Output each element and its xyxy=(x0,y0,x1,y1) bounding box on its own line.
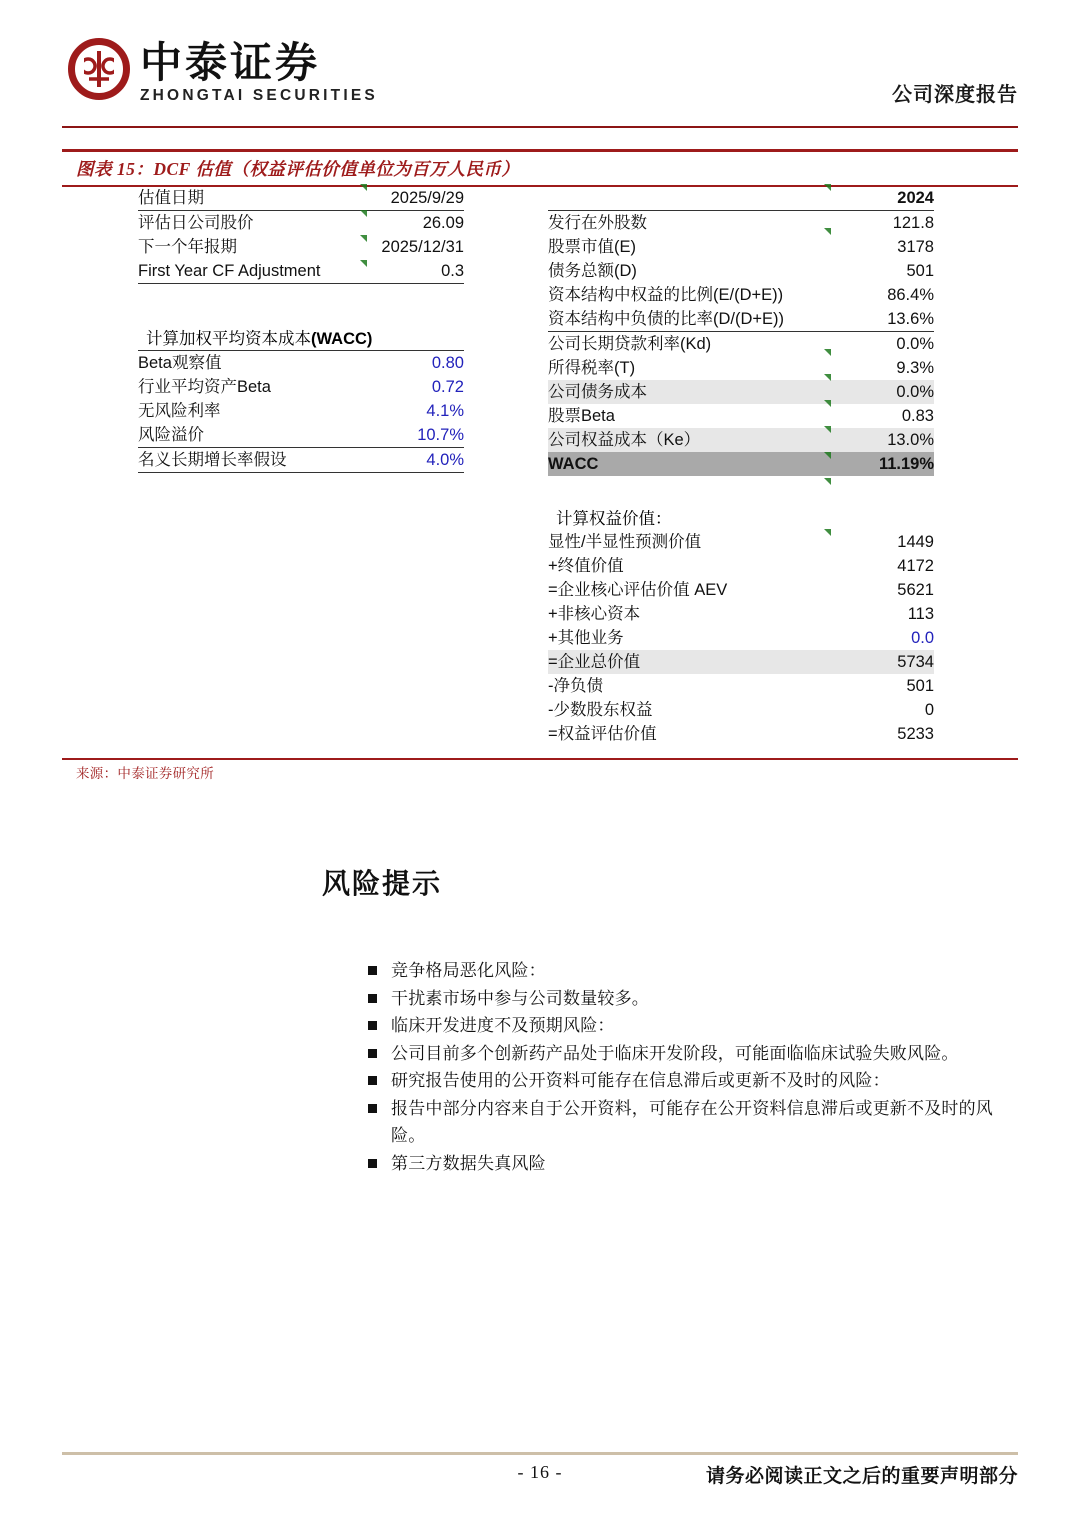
wacc-heading xyxy=(138,328,464,350)
company-logo xyxy=(68,38,378,105)
footer-disclaimer: 请务必阅读正文之后的重要声明部分 xyxy=(705,1466,1018,1487)
year-header: 2024 xyxy=(861,186,934,211)
row-value: 0.0 xyxy=(911,629,934,647)
list-item xyxy=(368,957,1018,985)
list-item xyxy=(368,1067,1018,1095)
row-value: 3178 xyxy=(897,238,934,256)
row-label: +非核心资本 xyxy=(548,605,641,623)
table-row xyxy=(138,259,464,284)
list-item-text: 研究报告使用的公开资料可能存在信息滞后或更新不及时的风险： xyxy=(391,1071,890,1090)
list-item xyxy=(368,1150,1018,1178)
table-row xyxy=(548,428,934,452)
row-label: 发行在外股数 xyxy=(548,214,647,232)
list-item-text: 公司目前多个创新药产品处于临床开发阶段，可能面临临床试验失败风险。 xyxy=(391,1043,959,1063)
row-label: 名义长期增长率假设 xyxy=(138,448,386,473)
wacc-heading-abbr: (WACC) xyxy=(311,330,373,348)
table-row xyxy=(138,186,464,211)
row-label: Beta观察值 xyxy=(138,351,386,376)
row-label: WACC xyxy=(548,452,861,476)
footer-divider xyxy=(62,1452,1018,1455)
table-header-row xyxy=(548,186,934,211)
row-label: 评估日公司股价 xyxy=(138,214,254,232)
row-label: 下一个年报期 xyxy=(138,238,237,256)
row-label: 行业平均资产Beta xyxy=(138,378,271,396)
row-label: +终值价值 xyxy=(548,557,624,575)
table-row xyxy=(548,332,934,357)
table-row-wacc xyxy=(548,452,934,476)
page-header xyxy=(0,0,1080,130)
row-value: 13.0% xyxy=(861,428,934,452)
cell-comment-icon xyxy=(824,478,831,485)
row-value: 5734 xyxy=(868,650,934,674)
wacc-heading-text: 计算加权平均资本成本 xyxy=(146,330,311,348)
table-row xyxy=(138,351,464,376)
row-label: First Year CF Adjustment xyxy=(138,259,362,284)
row-label: 资本结构中负债的比率(D/(D+E)) xyxy=(548,307,861,332)
table-row xyxy=(548,211,934,236)
row-label: 债务总额(D) xyxy=(548,262,637,280)
logo-glyph-icon xyxy=(84,49,114,89)
row-label: +其他业务 xyxy=(548,629,624,647)
row-value: 113 xyxy=(907,605,934,623)
row-label: 股票Beta xyxy=(548,407,615,425)
table-row xyxy=(548,307,934,332)
table-row xyxy=(138,211,464,236)
table-row xyxy=(548,674,934,698)
row-value: 5233 xyxy=(897,725,934,743)
table-row xyxy=(548,602,934,626)
row-value: 0.83 xyxy=(901,407,934,425)
row-label: 公司长期贷款利率(Kd) xyxy=(548,335,712,353)
row-label: -少数股东权益 xyxy=(548,701,653,719)
row-value: 5621 xyxy=(897,581,934,599)
list-item-text: 报告中部分内容来自于公开资料，可能存在公开资料信息滞后或更新不及时的风险。 xyxy=(391,1098,993,1145)
table-row xyxy=(138,235,464,259)
page-number: - 16 - xyxy=(517,1462,563,1482)
table-row xyxy=(548,698,934,722)
logo-english-name: ZHONGTAI SECURITIES xyxy=(140,87,378,104)
table-row xyxy=(138,423,464,448)
table-row xyxy=(548,380,934,404)
row-value: 4.1% xyxy=(426,402,464,420)
row-value: 10.7% xyxy=(386,423,464,448)
list-item xyxy=(368,1012,1018,1040)
list-item-text: 第三方数据失真风险 xyxy=(391,1153,546,1173)
equity-value-heading: 计算权益价值： xyxy=(556,510,672,528)
logo-chinese-name: 中泰证券 xyxy=(140,39,321,86)
table-row xyxy=(548,356,934,380)
table-row xyxy=(548,283,934,307)
table-row xyxy=(548,259,934,283)
row-value: 0.0% xyxy=(896,335,934,353)
row-label: -净负债 xyxy=(548,677,603,695)
table-row xyxy=(548,404,934,428)
row-label: 显性/半显性预测价值 xyxy=(548,533,702,551)
capital-structure-table xyxy=(548,186,934,476)
row-value: 2025/9/29 xyxy=(362,186,464,211)
header-divider xyxy=(62,126,1018,128)
list-item-text: 临床开发进度不及预期风险： xyxy=(391,1016,615,1035)
row-label: 估值日期 xyxy=(138,186,362,211)
row-value: 0.3 xyxy=(362,259,464,284)
row-value: 0 xyxy=(924,701,934,719)
valuation-date-table xyxy=(138,186,464,284)
row-label: 股票市值(E) xyxy=(548,238,636,256)
table-row xyxy=(548,235,934,259)
row-label: =企业核心评估价值 AEV xyxy=(548,581,728,599)
row-value: 11.19% xyxy=(861,452,934,476)
list-item xyxy=(368,1040,1018,1068)
report-type-label: 公司深度报告 xyxy=(892,84,1018,106)
source-note: 来源：中泰证券研究所 xyxy=(76,766,214,781)
table-row xyxy=(138,375,464,399)
row-value: 0.80 xyxy=(386,351,464,376)
table-row xyxy=(548,578,934,602)
row-label: 资本结构中权益的比例(E/(D+E)) xyxy=(548,286,784,304)
row-value: 86.4% xyxy=(887,286,934,304)
exhibit-title: 图表 15：DCF 估值（权益评估价值单位为百万人民币） xyxy=(76,159,520,179)
row-label: 风险溢价 xyxy=(138,423,386,448)
table-row xyxy=(138,448,464,473)
row-label: 公司债务成本 xyxy=(548,380,861,404)
list-item-text: 干扰素市场中参与公司数量较多。 xyxy=(391,988,649,1008)
table-row xyxy=(548,626,934,650)
bullet-square-icon xyxy=(368,1104,377,1113)
row-label: =权益评估价值 xyxy=(548,725,657,743)
source-divider xyxy=(62,758,1018,760)
table-row xyxy=(548,650,934,674)
wacc-table xyxy=(138,328,464,473)
table-row xyxy=(548,554,934,578)
row-value: 501 xyxy=(906,677,934,695)
exhibit-header xyxy=(62,149,1018,187)
table-row xyxy=(548,530,934,554)
bullet-square-icon xyxy=(368,994,377,1003)
table-row xyxy=(138,399,464,423)
row-label xyxy=(548,186,861,211)
row-value: 0.0% xyxy=(861,380,934,404)
bullet-square-icon xyxy=(368,966,377,975)
bullet-square-icon xyxy=(368,1021,377,1030)
row-value: 13.6% xyxy=(861,307,934,332)
bullet-square-icon xyxy=(368,1159,377,1168)
risk-section-title: 风险提示 xyxy=(322,869,443,900)
row-value: 2025/12/31 xyxy=(381,238,464,256)
equity-value-table xyxy=(548,508,934,746)
row-label: 所得税率(T) xyxy=(548,359,636,377)
zhongtai-logo-icon xyxy=(68,38,130,100)
list-item-text: 竞争格局恶化风险： xyxy=(391,961,546,980)
table-row xyxy=(548,722,934,746)
row-value: 4.0% xyxy=(386,448,464,473)
row-value: 1449 xyxy=(897,533,934,551)
risk-bullet-list xyxy=(368,957,1018,1177)
row-label: 无风险利率 xyxy=(138,402,221,420)
list-item xyxy=(368,1095,1018,1150)
bullet-square-icon xyxy=(368,1076,377,1085)
row-value: 9.3% xyxy=(896,359,934,377)
bullet-square-icon xyxy=(368,1049,377,1058)
row-value: 4172 xyxy=(897,557,934,575)
row-value: 26.09 xyxy=(422,214,464,232)
row-label: 公司权益成本（Ke） xyxy=(548,428,861,452)
row-value: 0.72 xyxy=(431,378,464,396)
row-value: 501 xyxy=(906,262,934,280)
row-value: 121.8 xyxy=(892,214,934,232)
row-label: =企业总价值 xyxy=(548,650,868,674)
list-item xyxy=(368,985,1018,1013)
